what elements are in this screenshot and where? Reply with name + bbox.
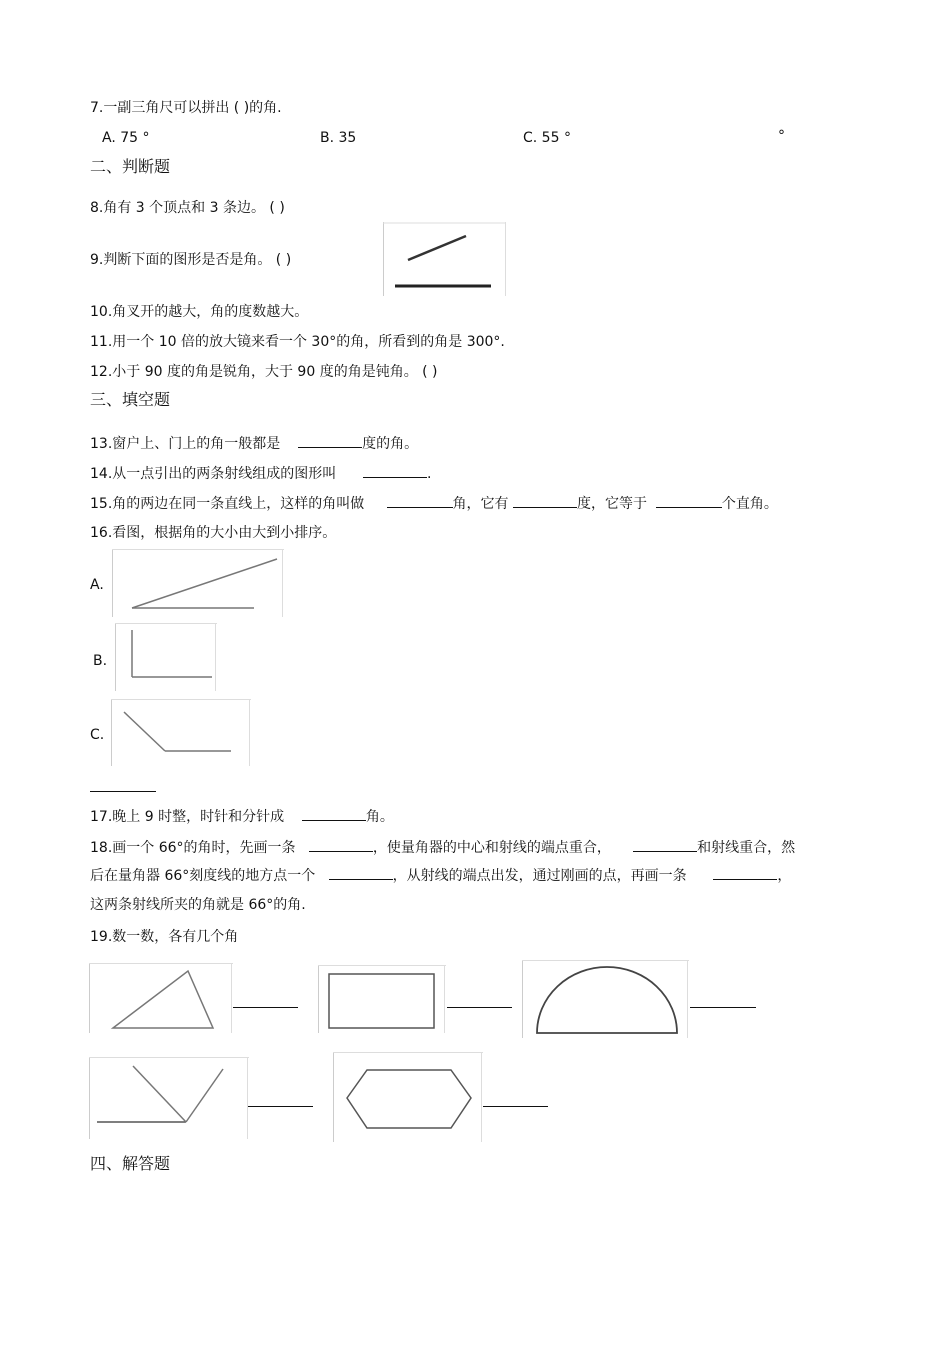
q14-blank[interactable] [363,463,427,478]
q19-stem: 19.数一数，各有几个角 [90,929,239,945]
q16-figure-a [112,549,284,617]
q13-blank[interactable] [298,433,362,448]
q15-line [90,493,778,514]
q7-option-d[interactable]: ° [778,128,785,144]
q16-label-a: A. [90,577,104,593]
q15-blank-3[interactable] [656,493,722,508]
q8-text: 8.角有 3 个顶点和 3 条边。 ( ) [90,200,285,216]
q7-stem: 7.一副三角尺可以拼出 ( )的角. [90,100,282,116]
q15-blank-1[interactable] [387,493,453,508]
q16-answer-blank[interactable] [90,791,156,792]
q16-stem: 16.看图，根据角的大小由大到小排序。 [90,525,337,541]
q19-semicircle-figure [522,960,689,1038]
q17-text-b: 角。 [365,809,394,825]
q10-text: 10.角叉开的越大，角的度数越大。 [90,304,309,320]
q18-blank-2[interactable] [633,837,697,852]
q18-blank-1[interactable] [309,837,373,852]
q19-triangle-figure [89,963,233,1033]
q16-figure-c [111,699,251,766]
q19-rectangle-blank[interactable] [447,1007,512,1008]
q14-text-a: 14.从一点引出的两条射线组成的图形叫 [90,466,337,482]
q9-text: 9.判断下面的图形是否是角。 ( ) [90,252,292,268]
q18-line-3: 这两条射线所夹的角就是 66°的角. [90,897,306,913]
q16-figure-b [115,623,217,691]
q18-text-1a: 18.画一个 66°的角时，先画一条 [90,840,296,856]
q19-hexagon-figure [333,1052,483,1142]
q14-text-b: . [426,466,432,482]
q18-text-1c: 和射线重合，然 [697,840,796,856]
q16-label-b: B. [93,653,108,669]
q11-text: 11.用一个 10 倍的放大镜来看一个 30°的角，所看到的角是 300°. [90,334,505,350]
q18-text-2c: ， [777,868,792,884]
q9-figure [383,222,507,296]
q14-line [90,463,431,484]
section-judgement-heading: 二、判断题 [90,157,171,176]
q7-option-a[interactable]: A. 75 ° [102,130,150,146]
q15-text-b: 角，它有 [452,496,509,512]
q15-blank-2[interactable] [513,493,577,508]
q17-line [90,806,394,827]
q13-line [90,433,418,454]
section-answer-heading: 四、解答题 [90,1154,171,1173]
q16-label-c: C. [90,727,105,743]
q13-text-b: 度的角。 [362,436,419,452]
q19-hexagon-blank[interactable] [483,1106,548,1107]
q15-text-d: 个直角。 [721,496,778,512]
q19-open-angles-blank[interactable] [248,1106,313,1107]
q7-option-c[interactable]: C. 55 ° [523,130,571,146]
q18-blank-4[interactable] [713,865,777,880]
q19-semicircle-blank[interactable] [690,1007,756,1008]
q18-text-1b: ，使量角器的中心和射线的端点重合， [372,840,611,856]
q15-text-c: 度，它等于 [576,496,647,512]
q18-text-2b: ，从射线的端点出发，通过刚画的点，再画一条 [392,868,687,884]
q13-text-a: 13.窗户上、门上的角一般都是 [90,436,281,452]
q15-text-a: 15.角的两边在同一条直线上，这样的角叫做 [90,496,365,512]
section-fill-heading: 三、填空题 [90,390,171,409]
q18-line-1 [90,837,795,858]
q18-blank-3[interactable] [329,865,393,880]
q19-rectangle-figure [318,965,446,1033]
q19-triangle-blank[interactable] [233,1007,298,1008]
q19-open-angles-figure [89,1057,249,1139]
q12-text: 12.小于 90 度的角是锐角，大于 90 度的角是钝角。 ( ) [90,364,438,380]
q17-text-a: 17.晚上 9 时整，时针和分针成 [90,809,285,825]
q17-blank[interactable] [302,806,366,821]
q18-line-2 [90,865,791,886]
q7-option-b[interactable]: B. 35 [320,130,357,146]
q18-text-2a: 后在量角器 66°刻度线的地方点一个 [90,868,316,884]
